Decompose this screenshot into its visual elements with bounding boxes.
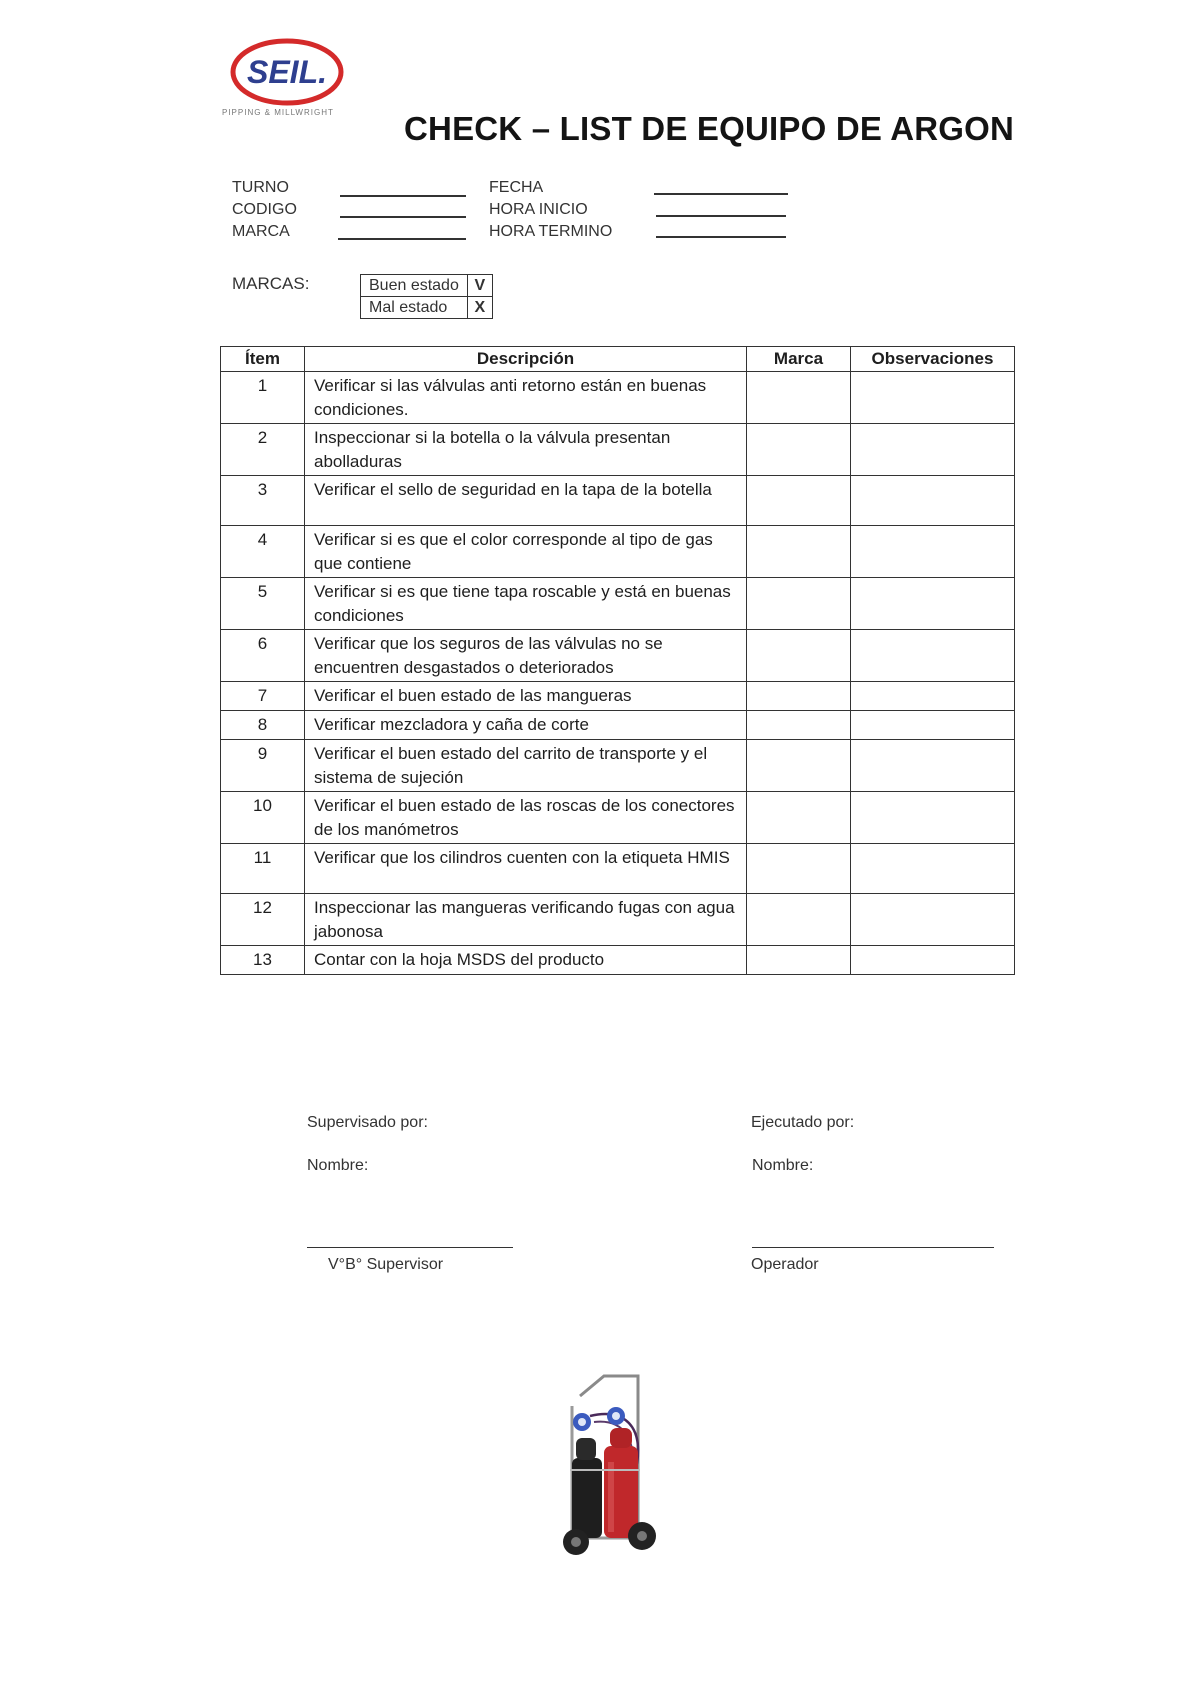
- table-row: [221, 894, 1015, 946]
- table-row: [221, 844, 1015, 894]
- table-row: [221, 476, 1015, 526]
- row-marca-cell[interactable]: [747, 946, 851, 975]
- table-row: [221, 630, 1015, 682]
- supervisor-approval-label: V°B° Supervisor: [328, 1256, 444, 1273]
- row-marca-cell[interactable]: [747, 894, 851, 946]
- row-item-number: 9: [221, 740, 305, 792]
- header-item: Ítem: [221, 347, 305, 372]
- row-item-number: 12: [221, 894, 305, 946]
- row-description: Verificar si es que tiene tapa roscable y está en buenas condiciones: [305, 578, 747, 630]
- table-row: [221, 682, 1015, 711]
- row-description: Verificar el buen estado del carrito de transporte y el sistema de sujeción: [305, 740, 747, 792]
- row-observaciones-cell[interactable]: [851, 578, 1015, 630]
- operator-name-label: Nombre:: [752, 1157, 814, 1174]
- row-item-number: 5: [221, 578, 305, 630]
- row-item-number: 4: [221, 526, 305, 578]
- logo-subtitle: PIPPING & MILLWRIGHT: [222, 108, 334, 117]
- legend-bad-label: Mal estado: [361, 297, 468, 319]
- row-marca-cell[interactable]: [747, 578, 851, 630]
- company-logo: [228, 34, 346, 118]
- legend-row-bad: [361, 297, 493, 319]
- row-item-number: 3: [221, 476, 305, 526]
- row-observaciones-cell[interactable]: [851, 740, 1015, 792]
- header-marca: Marca: [747, 347, 851, 372]
- legend-good-label: Buen estado: [361, 275, 468, 297]
- row-observaciones-cell[interactable]: [851, 372, 1015, 424]
- executed-by-label: Ejecutado por:: [751, 1114, 855, 1131]
- operator-signature-line[interactable]: [752, 1247, 994, 1248]
- row-description: Inspeccionar las mangueras verificando fugas con agua jabonosa: [305, 894, 747, 946]
- row-marca-cell[interactable]: [747, 792, 851, 844]
- row-marca-cell[interactable]: [747, 711, 851, 740]
- hora-inicio-field-line[interactable]: [656, 215, 786, 217]
- fecha-label: FECHA: [489, 179, 544, 196]
- table-row: [221, 372, 1015, 424]
- table-row: [221, 740, 1015, 792]
- row-item-number: 6: [221, 630, 305, 682]
- table-row: [221, 424, 1015, 476]
- hora-termino-field-line[interactable]: [656, 236, 786, 238]
- row-marca-cell[interactable]: [747, 682, 851, 711]
- fecha-field-line[interactable]: [654, 193, 788, 195]
- row-item-number: 10: [221, 792, 305, 844]
- table-row: [221, 946, 1015, 975]
- row-observaciones-cell[interactable]: [851, 682, 1015, 711]
- row-item-number: 8: [221, 711, 305, 740]
- turno-label: TURNO: [232, 179, 289, 196]
- row-observaciones-cell[interactable]: [851, 424, 1015, 476]
- legend-bad-symbol: X: [467, 297, 492, 319]
- codigo-field-line[interactable]: [340, 216, 466, 218]
- row-description: Verificar que los cilindros cuenten con la etiqueta HMIS: [305, 844, 747, 894]
- row-description: Contar con la hoja MSDS del producto: [305, 946, 747, 975]
- table-row: [221, 526, 1015, 578]
- supervised-by-label: Supervisado por:: [307, 1114, 428, 1131]
- legend-good-symbol: V: [467, 275, 492, 297]
- row-observaciones-cell[interactable]: [851, 946, 1015, 975]
- row-marca-cell[interactable]: [747, 424, 851, 476]
- row-observaciones-cell[interactable]: [851, 476, 1015, 526]
- row-marca-cell[interactable]: [747, 476, 851, 526]
- row-marca-cell[interactable]: [747, 630, 851, 682]
- codigo-label: CODIGO: [232, 201, 297, 218]
- row-observaciones-cell[interactable]: [851, 630, 1015, 682]
- argon-cart-image: [542, 1366, 662, 1566]
- row-marca-cell[interactable]: [747, 526, 851, 578]
- row-description: Inspeccionar si la botella o la válvula presentan abolladuras: [305, 424, 747, 476]
- supervisor-name-label: Nombre:: [307, 1157, 369, 1174]
- hora-termino-label: HORA TERMINO: [489, 223, 613, 240]
- row-observaciones-cell[interactable]: [851, 792, 1015, 844]
- row-description: Verificar si es que el color corresponde al tipo de gas que contiene: [305, 526, 747, 578]
- row-description: Verificar si las válvulas anti retorno están en buenas condiciones.: [305, 372, 747, 424]
- table-row: [221, 578, 1015, 630]
- row-description: Verificar que los seguros de las válvulas no se encuentren desgastados o deteriorados: [305, 630, 747, 682]
- operator-label: Operador: [751, 1256, 819, 1273]
- header-observaciones: Observaciones: [851, 347, 1015, 372]
- logo-text: SEIL.: [246, 54, 328, 90]
- hora-inicio-label: HORA INICIO: [489, 201, 588, 218]
- row-observaciones-cell[interactable]: [851, 844, 1015, 894]
- row-marca-cell[interactable]: [747, 740, 851, 792]
- table-row: [221, 711, 1015, 740]
- row-description: Verificar mezcladora y caña de corte: [305, 711, 747, 740]
- row-description: Verificar el sello de seguridad en la tapa de la botella: [305, 476, 747, 526]
- marca-field-line[interactable]: [338, 238, 466, 240]
- row-marca-cell[interactable]: [747, 844, 851, 894]
- legend-row-good: [361, 275, 493, 297]
- table-header-row: [221, 347, 1015, 372]
- row-observaciones-cell[interactable]: [851, 894, 1015, 946]
- page-title: CHECK – LIST DE EQUIPO DE ARGON: [404, 110, 1015, 147]
- row-description: Verificar el buen estado de las roscas de los conectores de los manómetros: [305, 792, 747, 844]
- row-observaciones-cell[interactable]: [851, 711, 1015, 740]
- row-marca-cell[interactable]: [747, 372, 851, 424]
- row-item-number: 13: [221, 946, 305, 975]
- table-row: [221, 792, 1015, 844]
- marca-label: MARCA: [232, 223, 290, 240]
- row-item-number: 2: [221, 424, 305, 476]
- header-description: Descripción: [305, 347, 747, 372]
- checklist-table: [220, 346, 1015, 975]
- supervisor-signature-line[interactable]: [307, 1247, 513, 1248]
- row-item-number: 1: [221, 372, 305, 424]
- row-item-number: 11: [221, 844, 305, 894]
- row-description: Verificar el buen estado de las mangueras: [305, 682, 747, 711]
- turno-field-line[interactable]: [340, 195, 466, 197]
- row-item-number: 7: [221, 682, 305, 711]
- marks-legend: [360, 274, 493, 319]
- row-observaciones-cell[interactable]: [851, 526, 1015, 578]
- marks-label: MARCAS:: [232, 274, 310, 293]
